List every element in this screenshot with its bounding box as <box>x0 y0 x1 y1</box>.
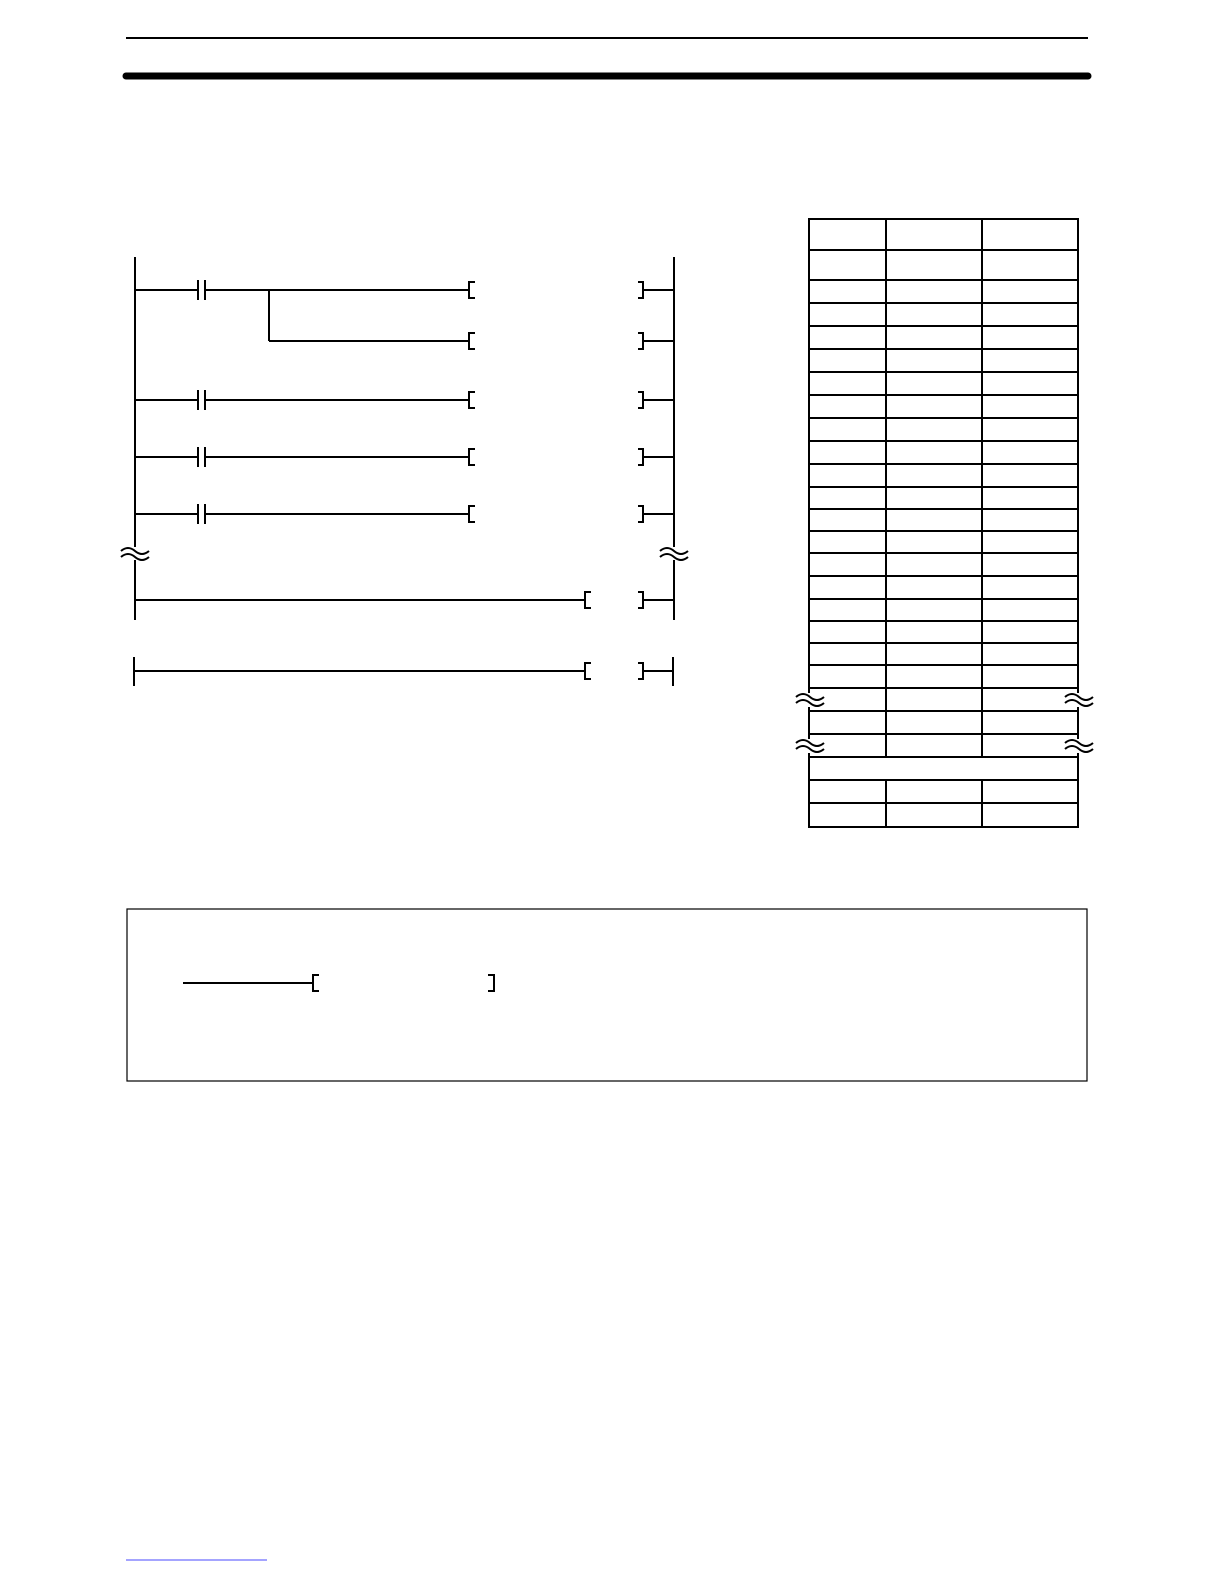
ladder-diagram <box>121 257 688 686</box>
rung-2 <box>135 390 674 410</box>
instruction-box <box>127 909 1087 1081</box>
rung-1 <box>135 280 674 349</box>
table-break-marks <box>796 693 1093 753</box>
rung-4 <box>135 504 674 524</box>
instruction-bracket-close <box>638 282 643 298</box>
header-rules <box>126 38 1088 76</box>
table-row-lines <box>809 250 1078 803</box>
table-frame <box>809 219 1078 827</box>
rung-6 <box>134 657 673 686</box>
rung-5 <box>135 592 674 608</box>
bus-break-right <box>660 548 688 560</box>
bus-break-left <box>121 548 149 560</box>
mnemonic-table <box>796 219 1093 827</box>
instruction-bracket-open <box>469 282 475 298</box>
contact-symbol <box>198 280 205 300</box>
rung-3 <box>135 447 674 467</box>
